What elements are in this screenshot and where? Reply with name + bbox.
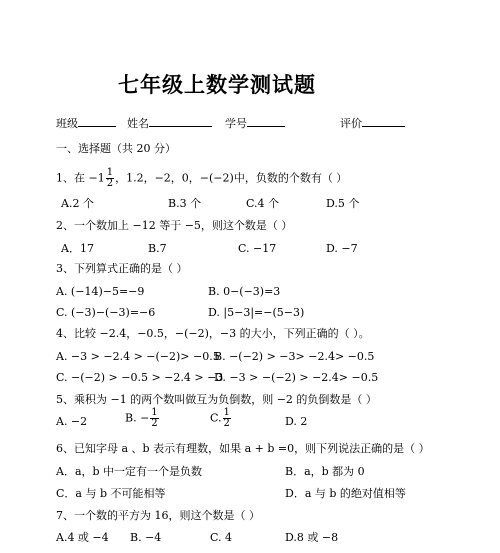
q4-option-d: D. −3 > −(−2) > −2.4> −0.5 <box>214 371 379 384</box>
question-4: 4、比较 −2.4，−0.5，−(−2)，−3 的大小，下列正确的（ ）。 <box>56 327 370 340</box>
class-field <box>56 115 116 131</box>
name-blank <box>149 115 212 127</box>
class-label: 班级 <box>56 117 78 130</box>
q4-option-b: B. −(−2) > −3> −2.4> −0.5 <box>214 350 375 363</box>
q3-option-b: B. 0−(−3)=3 <box>208 285 281 298</box>
question-5: 5、乘积为 −1 的两个数叫做互为负倒数，则 −2 的负倒数是（ ） <box>56 393 377 406</box>
q6-option-b: B．a，b 都为 0 <box>285 465 365 478</box>
q5-option-b <box>125 408 160 429</box>
score-field <box>340 115 405 131</box>
q2-option-b: B.7 <box>148 242 167 255</box>
q2-option-d: D. −7 <box>326 242 358 255</box>
q5-option-a: A. −2 <box>56 415 88 428</box>
fraction-denominator: 2 <box>151 418 158 429</box>
question-3: 3、下列算式正确的是（ ） <box>56 262 188 275</box>
fraction-one-half <box>223 408 231 429</box>
q5-option-c-label: C. <box>210 411 222 425</box>
q2-option-c: C. −17 <box>238 242 277 255</box>
student-id-field <box>225 115 285 131</box>
fraction-numerator: 1 <box>106 167 114 178</box>
question-2: 2、一个数加上 −12 等于 −5，则这个数是（ ） <box>56 219 293 232</box>
fraction-numerator: 1 <box>223 407 230 418</box>
q3-option-a: A. (−14)−5=−9 <box>56 285 145 298</box>
class-blank <box>78 115 116 127</box>
q4-option-c: C. −(−2) > −0.5 > −2.4 > −3 <box>56 371 224 384</box>
q5-option-b-label: B. − <box>125 411 150 425</box>
q3-option-c: C. (−3)−(−3)=−6 <box>56 306 156 319</box>
question-7: 7、一个数的平方为 16，则这个数是（ ） <box>56 509 260 522</box>
question-1-text-end: ，1.2，−2，0，−(−2)中，负数的个数有（ ） <box>115 171 348 185</box>
student-id-blank <box>247 115 285 127</box>
score-label: 评价 <box>340 117 362 130</box>
name-field <box>127 115 212 131</box>
fraction-numerator: 1 <box>151 407 158 418</box>
q3-option-d: D. |5−3|=−(5−3) <box>208 306 305 319</box>
fraction-one-half <box>106 168 114 189</box>
q4-option-a: A. −3 > −2.4 > −(−2)> −0.5 <box>56 350 220 363</box>
page-title: 七年级上数学测试题 <box>118 72 316 97</box>
q7-option-a: A.4 或 −4 <box>56 531 109 544</box>
q6-option-c: C．a 与 b 不可能相等 <box>56 487 166 500</box>
student-id-label: 学号 <box>225 117 247 130</box>
q1-option-d: D.5 个 <box>326 197 360 210</box>
q5-option-c <box>210 408 232 429</box>
q5-option-d: D. 2 <box>285 415 308 428</box>
fraction-denominator: 2 <box>223 418 230 429</box>
q7-option-c: C. 4 <box>210 531 233 544</box>
fraction-denominator: 2 <box>106 178 114 189</box>
q6-option-d: D．a 与 b 的绝对值相等 <box>285 487 406 500</box>
name-label: 姓名 <box>127 117 149 130</box>
q1-option-c: C.4 个 <box>246 197 280 210</box>
fraction-one-half <box>150 408 158 429</box>
question-6: 6、已知字母 a 、b 表示有理数，如果 a + b =0，则下列说法正确的是（ ） <box>56 442 430 455</box>
question-1 <box>56 168 347 189</box>
section-heading: 一、选择题（共 20 分） <box>56 142 176 155</box>
score-blank <box>362 115 405 127</box>
q7-option-d: D.8 或 −8 <box>285 531 339 544</box>
q1-option-b: B.3 个 <box>168 197 202 210</box>
question-1-text-start: 1、在 −1 <box>56 171 105 185</box>
q7-option-b: B. −4 <box>130 531 162 544</box>
q6-option-a: A．a，b 中一定有一个是负数 <box>56 465 203 478</box>
q1-option-a: A.2 个 <box>61 197 94 210</box>
q2-option-a: A．17 <box>61 242 94 255</box>
